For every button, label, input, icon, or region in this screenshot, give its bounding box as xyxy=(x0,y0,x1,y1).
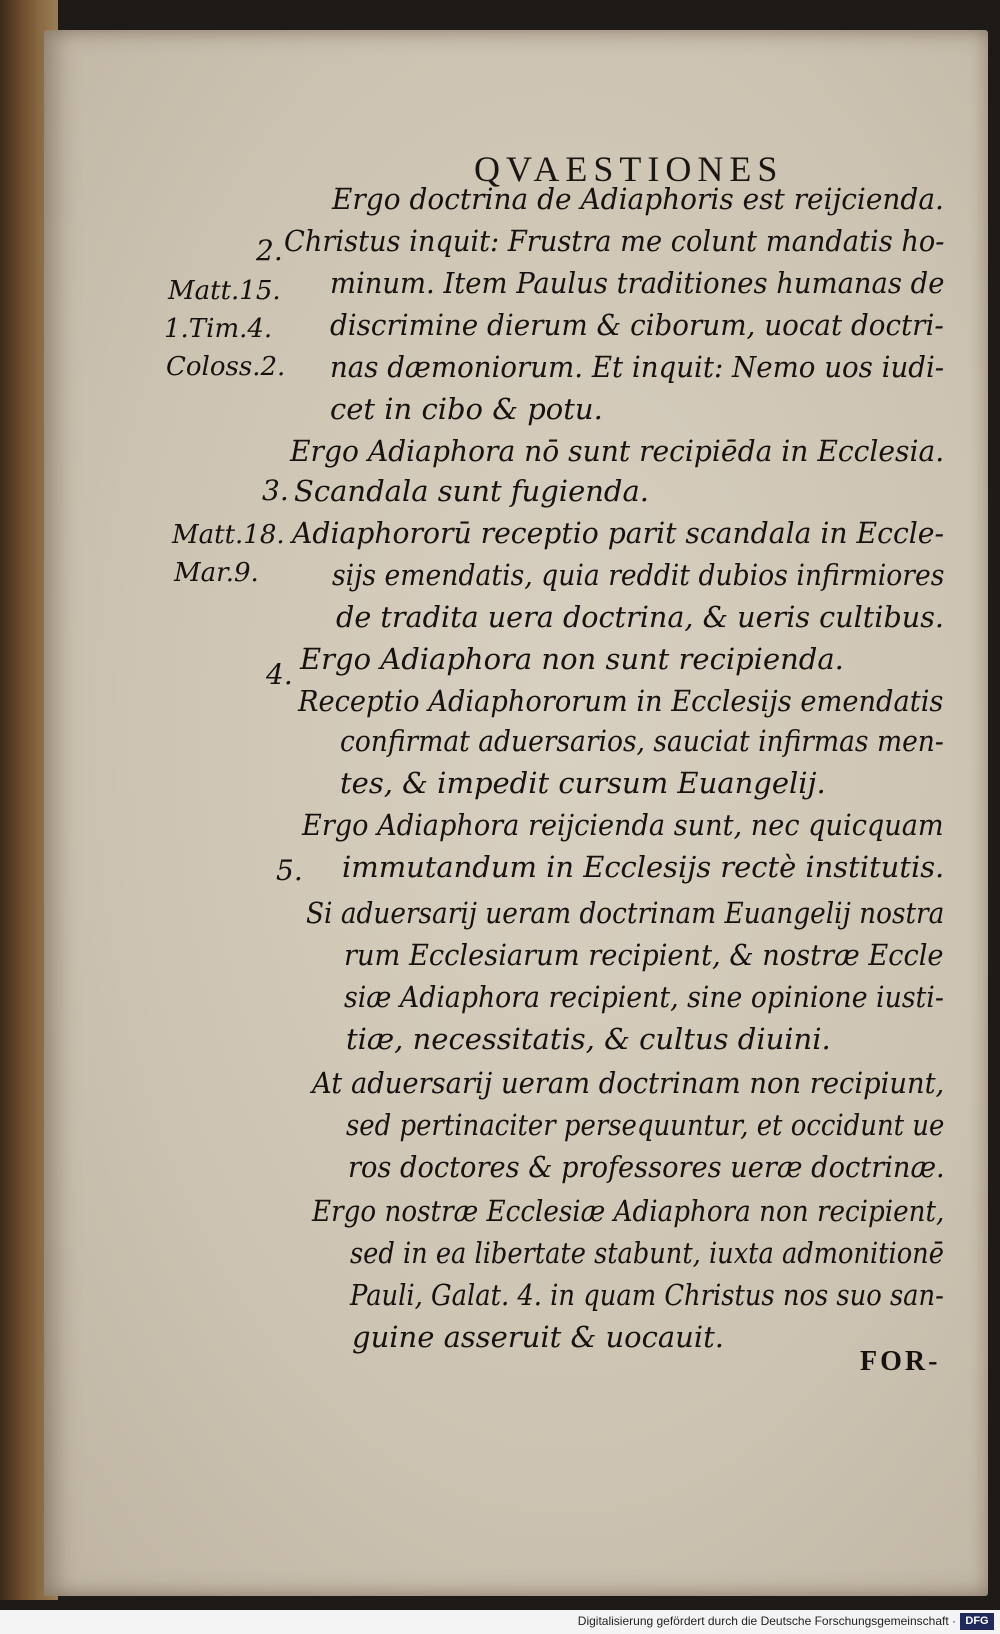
margin-note: Matt.15. xyxy=(168,276,281,306)
book-page xyxy=(44,30,988,1596)
text-line: At aduersarij ueram doctrinam non recipiunt, xyxy=(312,1066,945,1100)
argument-number: 2. xyxy=(256,234,283,267)
text-line: cet in cibo & potu. xyxy=(330,392,603,426)
text-line: Scandala sunt fugienda. xyxy=(294,474,649,508)
text-line: sed in ea libertate stabunt, iuxta admonitionē xyxy=(350,1236,944,1270)
text-line: tiæ, necessitatis, & cultus diuini. xyxy=(346,1022,831,1056)
text-line: Receptio Adiaphororum in Ecclesijs emendatis xyxy=(298,684,944,718)
argument-number: 5. xyxy=(276,854,303,887)
margin-note: Matt.18. xyxy=(172,520,285,550)
text-line: Ergo doctrina de Adiaphoris est reijcienda. xyxy=(332,182,944,216)
margin-note: Coloss.2. xyxy=(166,352,286,382)
text-line: tes, & impedit cursum Euangelij. xyxy=(340,766,826,800)
text-line: Adiaphororū receptio parit scandala in Eccle- xyxy=(292,516,945,550)
text-line: guine asseruit & uocauit. xyxy=(352,1320,725,1354)
text-line: Ergo Adiaphora nō sunt recipiēda in Ecclesia. xyxy=(290,434,945,468)
text-line: rum Ecclesiarum recipient, & nostræ Eccle xyxy=(344,938,944,972)
argument-number: 3. xyxy=(262,474,289,507)
text-line: confirmat aduersarios, sauciat infirmas men- xyxy=(340,724,944,758)
text-line: sijs emendatis, quia reddit dubios infirmiores xyxy=(332,558,945,592)
text-line: sed pertinaciter persequuntur, et occidunt ue xyxy=(346,1108,945,1142)
text-line: Si aduersarij ueram doctrinam Euangelij nostra xyxy=(306,896,945,930)
text-line: discrimine dierum & ciborum, uocat doctri- xyxy=(330,308,944,342)
text-line: Ergo Adiaphora reijcienda sunt, nec quicquam xyxy=(302,808,944,842)
running-header: QVAESTIONES xyxy=(474,149,784,189)
text-line: Pauli, Galat. 4. in quam Christus nos suo san- xyxy=(350,1278,944,1312)
text-line: Ergo Adiaphora non sunt recipienda. xyxy=(300,642,844,676)
text-line: Ergo nostræ Ecclesiæ Adiaphora non recipient, xyxy=(312,1194,945,1228)
text-line: siæ Adiaphora recipient, sine opinione iusti- xyxy=(344,980,944,1014)
argument-number: 4. xyxy=(266,658,293,691)
text-line: Christus inquit: Frustra me colunt mandatis ho- xyxy=(284,224,945,258)
footer-credit: Digitalisierung gefördert durch die Deutsche Forschungsgemeinschaft · xyxy=(577,1614,956,1628)
text-line: de tradita uera doctrina, & ueris cultibus. xyxy=(336,600,944,634)
catchword: FOR- xyxy=(860,1346,941,1377)
text-line: ros doctores & professores ueræ doctrinæ. xyxy=(348,1150,945,1184)
dfg-logo: DFG xyxy=(960,1613,994,1630)
text-line: nas dæmoniorum. Et inquit: Nemo uos iudi- xyxy=(330,350,945,384)
text-line: minum. Item Paulus traditiones humanas de xyxy=(330,266,945,300)
margin-note: 1.Tim.4. xyxy=(164,314,273,344)
margin-note: Mar.9. xyxy=(174,558,259,588)
text-line: immutandum in Ecclesijs rectè institutis. xyxy=(342,850,945,884)
digitization-footer xyxy=(0,1610,1000,1634)
